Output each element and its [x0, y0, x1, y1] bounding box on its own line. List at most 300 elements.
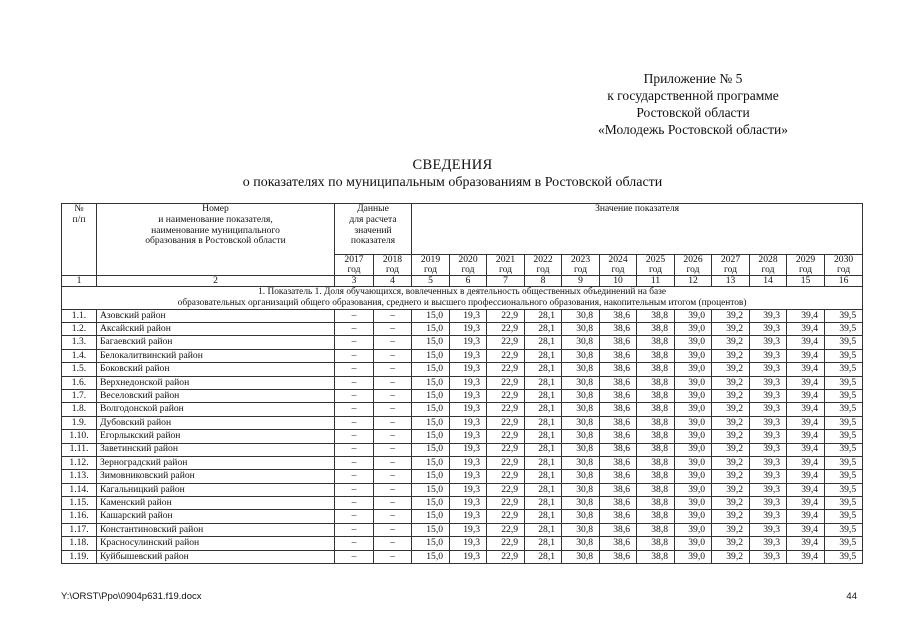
base-2018: – [374, 483, 412, 496]
value-2028: 39,3 [750, 403, 787, 416]
value-2019: 15,0 [412, 309, 450, 322]
base-2018: – [374, 322, 412, 335]
value-2026: 39,0 [675, 443, 712, 456]
base-2017: – [335, 483, 374, 496]
value-2028: 39,3 [750, 443, 787, 456]
value-2019: 15,0 [412, 376, 450, 389]
row-number: 1.9. [62, 416, 97, 429]
column-number-12: 12 [675, 276, 712, 287]
value-2026: 39,0 [675, 497, 712, 510]
base-2017: – [335, 430, 374, 443]
value-2028: 39,3 [750, 363, 787, 376]
header-year-12: 2029 год [787, 255, 825, 276]
district-name: Веселовский район [97, 389, 335, 402]
value-2020: 19,3 [450, 336, 487, 349]
value-2024: 38,6 [600, 309, 637, 322]
value-2030: 39,5 [825, 497, 863, 510]
value-2024: 38,6 [600, 430, 637, 443]
value-2027: 39,2 [712, 497, 750, 510]
value-2026: 39,0 [675, 403, 712, 416]
value-2023: 30,8 [562, 389, 600, 402]
value-2023: 30,8 [562, 550, 600, 563]
table-row [62, 510, 863, 523]
value-2029: 39,4 [787, 376, 825, 389]
value-2030: 39,5 [825, 336, 863, 349]
column-number-4: 4 [374, 276, 412, 287]
value-2021: 22,9 [487, 376, 525, 389]
value-2025: 38,8 [637, 416, 675, 429]
value-2025: 38,8 [637, 483, 675, 496]
value-2020: 19,3 [450, 376, 487, 389]
value-2022: 28,1 [525, 497, 562, 510]
table-row [62, 376, 863, 389]
value-2021: 22,9 [487, 430, 525, 443]
value-2029: 39,4 [787, 483, 825, 496]
district-name: Азовский район [97, 309, 335, 322]
value-2022: 28,1 [525, 443, 562, 456]
value-2027: 39,2 [712, 456, 750, 469]
value-2022: 28,1 [525, 523, 562, 536]
value-2029: 39,4 [787, 416, 825, 429]
value-2026: 39,0 [675, 322, 712, 335]
value-2029: 39,4 [787, 430, 825, 443]
value-2029: 39,4 [787, 537, 825, 550]
value-2026: 39,0 [675, 363, 712, 376]
value-2024: 38,6 [600, 483, 637, 496]
appendix-line-2: к государственной программе [607, 88, 779, 103]
value-2028: 39,3 [750, 497, 787, 510]
base-2018: – [374, 403, 412, 416]
value-2024: 38,6 [600, 363, 637, 376]
value-2026: 39,0 [675, 430, 712, 443]
value-2022: 28,1 [525, 510, 562, 523]
value-2030: 39,5 [825, 470, 863, 483]
value-2027: 39,2 [712, 349, 750, 362]
title-subtitle: о показателях по муниципальным образованиям в Ростовской области [242, 175, 663, 190]
value-2021: 22,9 [487, 322, 525, 335]
base-2018: – [374, 309, 412, 322]
base-2018: – [374, 349, 412, 362]
value-2023: 30,8 [562, 363, 600, 376]
value-2021: 22,9 [487, 550, 525, 563]
value-2024: 38,6 [600, 376, 637, 389]
value-2022: 28,1 [525, 470, 562, 483]
value-2028: 39,3 [750, 309, 787, 322]
value-2023: 30,8 [562, 497, 600, 510]
value-2023: 30,8 [562, 376, 600, 389]
value-2028: 39,3 [750, 537, 787, 550]
header-year-6: 2023 год [562, 255, 600, 276]
value-2022: 28,1 [525, 309, 562, 322]
table-row [62, 456, 863, 469]
value-2023: 30,8 [562, 470, 600, 483]
value-2020: 19,3 [450, 403, 487, 416]
base-2017: – [335, 389, 374, 402]
value-2020: 19,3 [450, 443, 487, 456]
value-2028: 39,3 [750, 430, 787, 443]
value-2029: 39,4 [787, 336, 825, 349]
table-row [62, 497, 863, 510]
row-number: 1.6. [62, 376, 97, 389]
header-year-10: 2027 год [712, 255, 750, 276]
value-2024: 38,6 [600, 497, 637, 510]
value-2019: 15,0 [412, 363, 450, 376]
value-2029: 39,4 [787, 443, 825, 456]
base-2018: – [374, 550, 412, 563]
header-value: Значение показателя [412, 204, 863, 255]
district-name: Багаевский район [97, 336, 335, 349]
base-2018: – [374, 497, 412, 510]
district-name: Боковский район [97, 363, 335, 376]
value-2026: 39,0 [675, 349, 712, 362]
row-number: 1.19. [62, 550, 97, 563]
value-2027: 39,2 [712, 483, 750, 496]
base-2017: – [335, 309, 374, 322]
value-2019: 15,0 [412, 550, 450, 563]
table-row [62, 483, 863, 496]
row-number: 1.4. [62, 349, 97, 362]
value-2023: 30,8 [562, 483, 600, 496]
base-2018: – [374, 430, 412, 443]
row-number: 1.12. [62, 456, 97, 469]
value-2023: 30,8 [562, 523, 600, 536]
section-title: 1. Показатель 1. Доля обучающихся, вовлеченных в деятельность общественных объединений на базе образовательных организаций общего образования, среднего и высшего профессионального образования, накопительным итогом (процентов) [62, 287, 863, 309]
value-2030: 39,5 [825, 416, 863, 429]
value-2023: 30,8 [562, 430, 600, 443]
header-year-13: 2030 год [825, 255, 863, 276]
value-2025: 38,8 [637, 363, 675, 376]
value-2021: 22,9 [487, 389, 525, 402]
value-2021: 22,9 [487, 336, 525, 349]
value-2027: 39,2 [712, 336, 750, 349]
value-2028: 39,3 [750, 550, 787, 563]
value-2030: 39,5 [825, 403, 863, 416]
district-name: Куйбышевский район [97, 550, 335, 563]
value-2025: 38,8 [637, 470, 675, 483]
value-2029: 39,4 [787, 403, 825, 416]
value-2023: 30,8 [562, 443, 600, 456]
table-row [62, 470, 863, 483]
value-2021: 22,9 [487, 309, 525, 322]
base-2017: – [335, 443, 374, 456]
base-2018: – [374, 389, 412, 402]
value-2026: 39,0 [675, 470, 712, 483]
table-row [62, 550, 863, 563]
value-2028: 39,3 [750, 349, 787, 362]
value-2025: 38,8 [637, 403, 675, 416]
value-2028: 39,3 [750, 510, 787, 523]
value-2027: 39,2 [712, 389, 750, 402]
value-2026: 39,0 [675, 537, 712, 550]
value-2026: 39,0 [675, 376, 712, 389]
value-2020: 19,3 [450, 322, 487, 335]
row-number: 1.7. [62, 389, 97, 402]
base-2018: – [374, 336, 412, 349]
value-2019: 15,0 [412, 497, 450, 510]
value-2028: 39,3 [750, 376, 787, 389]
column-number-7: 7 [487, 276, 525, 287]
value-2022: 28,1 [525, 389, 562, 402]
value-2019: 15,0 [412, 483, 450, 496]
column-number-6: 6 [450, 276, 487, 287]
value-2024: 38,6 [600, 336, 637, 349]
table-row [62, 363, 863, 376]
value-2021: 22,9 [487, 497, 525, 510]
value-2028: 39,3 [750, 416, 787, 429]
base-2017: – [335, 497, 374, 510]
value-2029: 39,4 [787, 322, 825, 335]
value-2022: 28,1 [525, 550, 562, 563]
value-2020: 19,3 [450, 550, 487, 563]
value-2019: 15,0 [412, 336, 450, 349]
row-number: 1.11. [62, 443, 97, 456]
value-2024: 38,6 [600, 537, 637, 550]
value-2025: 38,8 [637, 389, 675, 402]
value-2024: 38,6 [600, 456, 637, 469]
base-2018: – [374, 537, 412, 550]
value-2025: 38,8 [637, 523, 675, 536]
row-number: 1.10. [62, 430, 97, 443]
value-2024: 38,6 [600, 349, 637, 362]
header-year-7: 2024 год [600, 255, 637, 276]
district-name: Зерноградский район [97, 456, 335, 469]
value-2027: 39,2 [712, 537, 750, 550]
value-2019: 15,0 [412, 470, 450, 483]
value-2026: 39,0 [675, 523, 712, 536]
value-2023: 30,8 [562, 349, 600, 362]
value-2022: 28,1 [525, 349, 562, 362]
value-2029: 39,4 [787, 510, 825, 523]
column-number-11: 11 [637, 276, 675, 287]
row-number: 1.2. [62, 322, 97, 335]
appendix-line-1: Приложение № 5 [643, 71, 743, 86]
row-number: 1.13. [62, 470, 97, 483]
column-number-2: 2 [97, 276, 335, 287]
value-2022: 28,1 [525, 322, 562, 335]
value-2026: 39,0 [675, 309, 712, 322]
column-number-8: 8 [525, 276, 562, 287]
value-2028: 39,3 [750, 389, 787, 402]
district-name: Аксайский район [97, 322, 335, 335]
value-2029: 39,4 [787, 309, 825, 322]
value-2030: 39,5 [825, 510, 863, 523]
value-2019: 15,0 [412, 403, 450, 416]
header-year-4: 2021 год [487, 255, 525, 276]
value-2026: 39,0 [675, 416, 712, 429]
value-2030: 39,5 [825, 363, 863, 376]
table-row [62, 309, 863, 322]
value-2020: 19,3 [450, 537, 487, 550]
value-2020: 19,3 [450, 349, 487, 362]
value-2027: 39,2 [712, 309, 750, 322]
value-2026: 39,0 [675, 336, 712, 349]
value-2023: 30,8 [562, 456, 600, 469]
value-2023: 30,8 [562, 510, 600, 523]
value-2026: 39,0 [675, 550, 712, 563]
value-2021: 22,9 [487, 416, 525, 429]
value-2021: 22,9 [487, 363, 525, 376]
base-2017: – [335, 363, 374, 376]
district-name: Волгодонской район [97, 403, 335, 416]
value-2020: 19,3 [450, 470, 487, 483]
base-2017: – [335, 349, 374, 362]
base-2017: – [335, 403, 374, 416]
value-2024: 38,6 [600, 322, 637, 335]
section-row [62, 287, 863, 309]
table-row [62, 523, 863, 536]
value-2029: 39,4 [787, 550, 825, 563]
value-2025: 38,8 [637, 537, 675, 550]
table-row [62, 349, 863, 362]
value-2026: 39,0 [675, 389, 712, 402]
value-2022: 28,1 [525, 363, 562, 376]
value-2030: 39,5 [825, 376, 863, 389]
value-2030: 39,5 [825, 537, 863, 550]
value-2025: 38,8 [637, 443, 675, 456]
value-2025: 38,8 [637, 510, 675, 523]
value-2025: 38,8 [637, 309, 675, 322]
value-2021: 22,9 [487, 470, 525, 483]
column-number-3: 3 [335, 276, 374, 287]
value-2030: 39,5 [825, 483, 863, 496]
value-2025: 38,8 [637, 336, 675, 349]
value-2019: 15,0 [412, 443, 450, 456]
base-2018: – [374, 363, 412, 376]
value-2027: 39,2 [712, 363, 750, 376]
value-2023: 30,8 [562, 537, 600, 550]
value-2021: 22,9 [487, 537, 525, 550]
row-number: 1.15. [62, 497, 97, 510]
value-2023: 30,8 [562, 403, 600, 416]
district-name: Белокалитвинский район [97, 349, 335, 362]
value-2024: 38,6 [600, 510, 637, 523]
value-2024: 38,6 [600, 416, 637, 429]
value-2023: 30,8 [562, 322, 600, 335]
value-2030: 39,5 [825, 523, 863, 536]
value-2027: 39,2 [712, 322, 750, 335]
value-2027: 39,2 [712, 550, 750, 563]
district-name: Дубовский район [97, 416, 335, 429]
row-number: 1.14. [62, 483, 97, 496]
value-2021: 22,9 [487, 443, 525, 456]
header-year-3: 2020 год [450, 255, 487, 276]
value-2030: 39,5 [825, 322, 863, 335]
district-name: Егорлыкский район [97, 430, 335, 443]
value-2020: 19,3 [450, 483, 487, 496]
value-2029: 39,4 [787, 363, 825, 376]
value-2025: 38,8 [637, 497, 675, 510]
value-2022: 28,1 [525, 456, 562, 469]
value-2025: 38,8 [637, 456, 675, 469]
district-name: Верхнедонской район [97, 376, 335, 389]
value-2027: 39,2 [712, 523, 750, 536]
base-2017: – [335, 456, 374, 469]
district-name: Красносулинский район [97, 537, 335, 550]
row-number: 1.16. [62, 510, 97, 523]
header-year-9: 2026 год [675, 255, 712, 276]
base-2017: – [335, 322, 374, 335]
base-2018: – [374, 456, 412, 469]
value-2020: 19,3 [450, 430, 487, 443]
base-2018: – [374, 376, 412, 389]
value-2024: 38,6 [600, 470, 637, 483]
value-2027: 39,2 [712, 376, 750, 389]
table-row [62, 403, 863, 416]
base-2017: – [335, 416, 374, 429]
appendix-line-4: «Молодежь Ростовской области» [598, 122, 788, 137]
value-2026: 39,0 [675, 456, 712, 469]
header-num: № п/п [62, 204, 97, 276]
value-2030: 39,5 [825, 430, 863, 443]
value-2022: 28,1 [525, 336, 562, 349]
table-header [62, 204, 863, 276]
value-2027: 39,2 [712, 470, 750, 483]
value-2019: 15,0 [412, 537, 450, 550]
base-2018: – [374, 470, 412, 483]
value-2023: 30,8 [562, 309, 600, 322]
table-body [62, 276, 863, 564]
value-2019: 15,0 [412, 389, 450, 402]
value-2021: 22,9 [487, 456, 525, 469]
value-2030: 39,5 [825, 456, 863, 469]
base-2018: – [374, 443, 412, 456]
value-2030: 39,5 [825, 309, 863, 322]
value-2023: 30,8 [562, 416, 600, 429]
value-2028: 39,3 [750, 336, 787, 349]
footer-page-number: 44 [846, 591, 857, 602]
value-2027: 39,2 [712, 416, 750, 429]
header-year-0: 2017 год [335, 255, 374, 276]
base-2017: – [335, 510, 374, 523]
header-year-8: 2025 год [637, 255, 675, 276]
value-2028: 39,3 [750, 470, 787, 483]
footer-file-path: Y:\ORST\Ppo\0904p631.f19.docx [61, 591, 202, 602]
district-name: Каменский район [97, 497, 335, 510]
value-2023: 30,8 [562, 336, 600, 349]
value-2020: 19,3 [450, 497, 487, 510]
value-2029: 39,4 [787, 456, 825, 469]
value-2019: 15,0 [412, 349, 450, 362]
value-2030: 39,5 [825, 443, 863, 456]
value-2020: 19,3 [450, 523, 487, 536]
value-2028: 39,3 [750, 483, 787, 496]
value-2019: 15,0 [412, 430, 450, 443]
base-2018: – [374, 523, 412, 536]
value-2030: 39,5 [825, 389, 863, 402]
header-year-2: 2019 год [412, 255, 450, 276]
value-2021: 22,9 [487, 510, 525, 523]
value-2027: 39,2 [712, 430, 750, 443]
value-2026: 39,0 [675, 510, 712, 523]
table-row [62, 322, 863, 335]
value-2026: 39,0 [675, 483, 712, 496]
column-number-13: 13 [712, 276, 750, 287]
value-2029: 39,4 [787, 523, 825, 536]
value-2020: 19,3 [450, 510, 487, 523]
column-number-5: 5 [412, 276, 450, 287]
value-2030: 39,5 [825, 550, 863, 563]
value-2021: 22,9 [487, 349, 525, 362]
row-number: 1.18. [62, 537, 97, 550]
column-number-16: 16 [825, 276, 863, 287]
value-2019: 15,0 [412, 456, 450, 469]
base-2017: – [335, 336, 374, 349]
indicators-table [61, 203, 863, 564]
value-2028: 39,3 [750, 322, 787, 335]
base-2017: – [335, 376, 374, 389]
value-2022: 28,1 [525, 430, 562, 443]
value-2022: 28,1 [525, 483, 562, 496]
